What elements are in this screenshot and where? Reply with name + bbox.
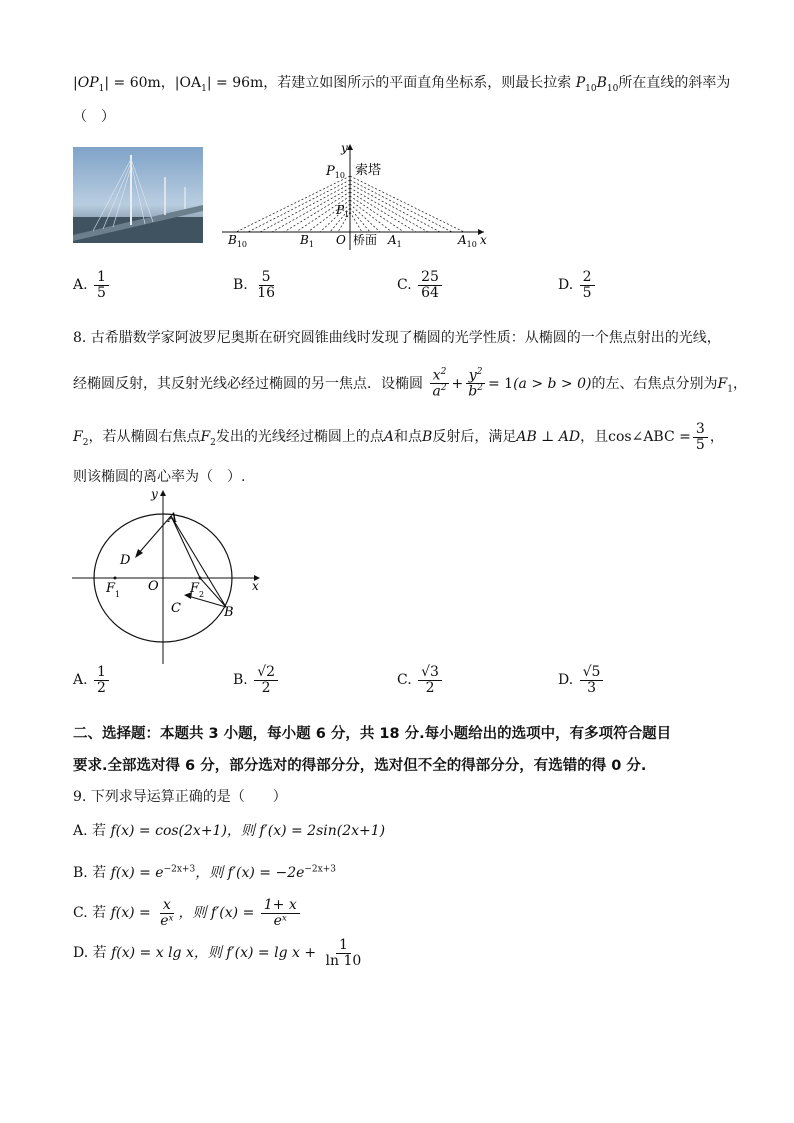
q8-ellipse-b2: $b^2$ — [468, 383, 483, 400]
q7-option-b-label: B. — [233, 277, 248, 294]
q8-option-a-label: A. — [73, 672, 88, 689]
q8-option-c-num: √3 — [418, 665, 442, 681]
q7-op-label: |OP — [73, 75, 99, 91]
q8-stem-line2: 经椭圆反射，其反射光线必经过椭圆的另一焦点．设椭圆 $\frac{x^2}{a^2}$ + $\frac{y^2}{b^2}$ = 1(a > b > 0)的左、右焦点分别为$F_1$， — [73, 367, 747, 400]
fig7-a10-label: $A_{10}$ — [458, 233, 477, 249]
q8-point-a: A — [383, 429, 395, 446]
q9-option-c-expr2: ，则 f′(x) = — [178, 905, 255, 922]
fig7-y-label: y — [341, 141, 348, 155]
q8-f2-a: F — [73, 429, 83, 446]
q8-option-d-label: D. — [558, 672, 574, 689]
q9-option-b-expr1: f(x) = e — [110, 865, 164, 881]
q7-b10: B — [596, 75, 607, 91]
q9-option-d-den: ln 10 — [325, 952, 362, 969]
q8-option-b-num: √2 — [254, 665, 278, 681]
q8-line2-text-a: 经椭圆反射，其反射光线必经过椭圆的另一焦点．设椭圆 — [73, 375, 423, 392]
q8-ellipse-y2: $y^2$ — [466, 368, 486, 384]
q8-option-a-num: 1 — [94, 665, 109, 681]
ray-ad — [138, 516, 171, 554]
q7-op-sub: 1 — [98, 83, 105, 94]
q8-ellipse-a2: $a^2$ — [432, 383, 447, 400]
q8-f2-b-sub: 2 — [210, 437, 216, 448]
q9-option-d-expr1: f(x) = x lg x，则 f′(x) = lg x + — [111, 945, 317, 962]
q8-line2-comma: ， — [732, 375, 747, 392]
q9-option-d-num: 1 — [336, 938, 351, 954]
q8-cos-den: 5 — [695, 436, 705, 453]
q7-oa-sub: 1 — [201, 83, 207, 94]
q8-option-c-label: C. — [397, 672, 412, 689]
fig8-b-label: B — [224, 605, 234, 620]
q9-option-c-den1: eˣ — [160, 912, 174, 929]
q7-option-b[interactable] — [233, 270, 280, 300]
q9-option-c-num1: x — [160, 898, 174, 914]
q7-option-a[interactable] — [73, 270, 111, 300]
q7-option-d[interactable] — [558, 270, 597, 300]
q7-text-c: | = 60m，|OA — [104, 75, 202, 91]
q9-option-b-label: B. 若 — [73, 865, 107, 881]
q7-stem-line1 — [73, 72, 730, 94]
q8-line3-text-j: 反射后，满足 — [432, 429, 517, 446]
ellipse-y-arrow — [160, 490, 166, 496]
q9-option-b-exp1: −2x+3 — [163, 864, 196, 875]
q9-option-a-expr: f(x) = cos(2x+1)，则 f′(x) = 2sin(2x+1) — [110, 823, 386, 839]
fig8-f1-label: $F_1$ — [106, 581, 121, 599]
ellipse-diagram — [68, 486, 268, 666]
q7-option-c-den: 64 — [421, 284, 439, 301]
q8-option-a[interactable] — [73, 665, 111, 695]
q8-option-d[interactable] — [558, 665, 605, 695]
q8-f1-inline-sub: 1 — [727, 384, 733, 395]
q8-line3-text-c: ，若从椭圆右焦点 — [88, 429, 201, 446]
q7-answer-paren: （ ） — [73, 109, 115, 125]
fig8-a-label: A — [168, 511, 178, 526]
q9-option-b-expr2: ，则 f′(x) = −2e — [195, 865, 305, 881]
fig7-b10-label: $B_{10}$ — [228, 233, 248, 249]
q8-line2-cond: (a > b > 0) — [513, 375, 592, 392]
q8-option-a-den: 2 — [97, 679, 106, 696]
q8-stem-line3 — [73, 422, 724, 452]
q8-line3-text-l: ，且 — [580, 429, 609, 446]
cable-diagram — [222, 140, 492, 250]
f2-point — [199, 577, 202, 580]
q8-f1-inline: F — [717, 375, 728, 392]
fig7-deck-label: 桥面 — [353, 233, 378, 247]
q9-option-c-label: C. 若 — [73, 905, 107, 922]
fig7-x-label: x — [480, 233, 487, 247]
q9-option-c-expr1: f(x) = — [110, 905, 151, 922]
q8-option-c[interactable] — [397, 665, 444, 695]
q7-option-d-label: D. — [558, 277, 574, 294]
fig8-y-label: y — [151, 487, 158, 501]
fig7-tower-label: 索塔 — [355, 163, 382, 178]
q8-line3-comma: ， — [709, 429, 724, 446]
q8-line2-eq: = 1 — [487, 375, 514, 392]
q7-b10-sub: 10 — [606, 83, 619, 94]
q8-line3-text-h: 和点 — [394, 429, 423, 446]
q8-line2-text-d: 的左、右焦点分别为 — [591, 375, 718, 392]
q9-option-c[interactable] — [73, 898, 302, 928]
q7-option-d-den: 5 — [582, 284, 592, 301]
q9-option-b[interactable] — [73, 862, 336, 882]
q8-option-d-den: 3 — [587, 679, 597, 696]
q8-ellipse-x2: $x^2$ — [430, 368, 450, 384]
section2-heading-line2: 要求.全部选对得 6 分，部分选对的得部分分，选对但不全的得部分分，有选错的得 0 分. — [73, 758, 647, 774]
fig8-c-label: C — [171, 601, 181, 616]
q9-option-c-den2: eˣ — [273, 912, 287, 929]
q9-option-a[interactable] — [73, 820, 385, 840]
fig7-p1-label: $P_1$ — [336, 203, 350, 219]
q8-line3-text-f: 发出的光线经过椭圆上的点 — [215, 429, 384, 446]
q9-option-d-label: D. 若 — [73, 945, 107, 962]
q8-stem-line1: 8. 古希腊数学家阿波罗尼奥斯在研究圆锥曲线时发现了椭圆的光学性质：从椭圆的一个焦点射出的光线， — [73, 330, 721, 346]
q8-option-d-num: √5 — [580, 665, 604, 681]
section2-heading-line1: 二、选择题：本题共 3 小题，每小题 6 分，共 18 分.每小题给出的选项中，有多项符合题目 — [73, 726, 672, 742]
y-axis-arrow — [347, 144, 353, 150]
q7-option-b-num: 5 — [259, 270, 274, 286]
q8-perp: AB ⊥ AD — [516, 429, 581, 446]
fig8-d-label: D — [120, 553, 131, 568]
q8-cos-expr: cos∠ABC = — [608, 429, 691, 446]
q9-option-b-exp2: −2x+3 — [304, 864, 337, 875]
q7-option-c-label: C. — [397, 277, 412, 294]
q8-f2-a-sub: 2 — [82, 437, 89, 448]
fig7-p10-label: $P_{10}$ — [326, 164, 345, 180]
q9-option-c-num2: 1+ x — [261, 898, 300, 914]
f1-point — [114, 577, 117, 580]
fig7-a1-label: $A_1$ — [388, 233, 402, 249]
fig7-origin-label: O — [336, 233, 346, 247]
q7-text-e: | = 96m，若建立如图所示的平面直角坐标系，则最长拉索 — [206, 75, 572, 91]
q8-option-c-den: 2 — [425, 679, 435, 696]
q7-option-a-num: 1 — [94, 270, 109, 286]
q8-option-b-label: B. — [233, 672, 248, 689]
q7-option-b-den: 16 — [257, 284, 276, 301]
fig8-f2-label: $F_2$ — [190, 581, 205, 599]
fig8-x-label: x — [252, 579, 259, 593]
q8-option-b-den: 2 — [261, 679, 271, 696]
fig8-origin-label: O — [148, 579, 159, 594]
q8-stem-line4: 则该椭圆的离心率为（ ）. — [73, 469, 246, 485]
q7-option-a-label: A. — [73, 277, 88, 294]
q9-option-a-label: A. 若 — [73, 823, 107, 839]
q7-p10-sub: 10 — [585, 83, 597, 94]
q7-text-j: 所在直线的斜率为 — [618, 75, 731, 91]
q8-f2-b: F — [200, 429, 211, 446]
q7-option-a-den: 5 — [97, 284, 106, 301]
q7-option-d-num: 2 — [580, 270, 595, 286]
q7-option-c[interactable] — [397, 270, 444, 300]
q8-cos-num: 3 — [693, 422, 708, 438]
q7-option-c-num: 25 — [418, 270, 442, 286]
q9-stem: 9. 下列求导运算正确的是（ ） — [73, 789, 287, 805]
q8-point-b: B — [422, 429, 433, 446]
q8-option-b[interactable] — [233, 665, 280, 695]
q7-p10: P — [575, 75, 586, 91]
q9-option-d[interactable] — [73, 938, 366, 968]
fig7-b1-label: $B_1$ — [300, 233, 314, 249]
bridge-photo — [73, 147, 203, 243]
